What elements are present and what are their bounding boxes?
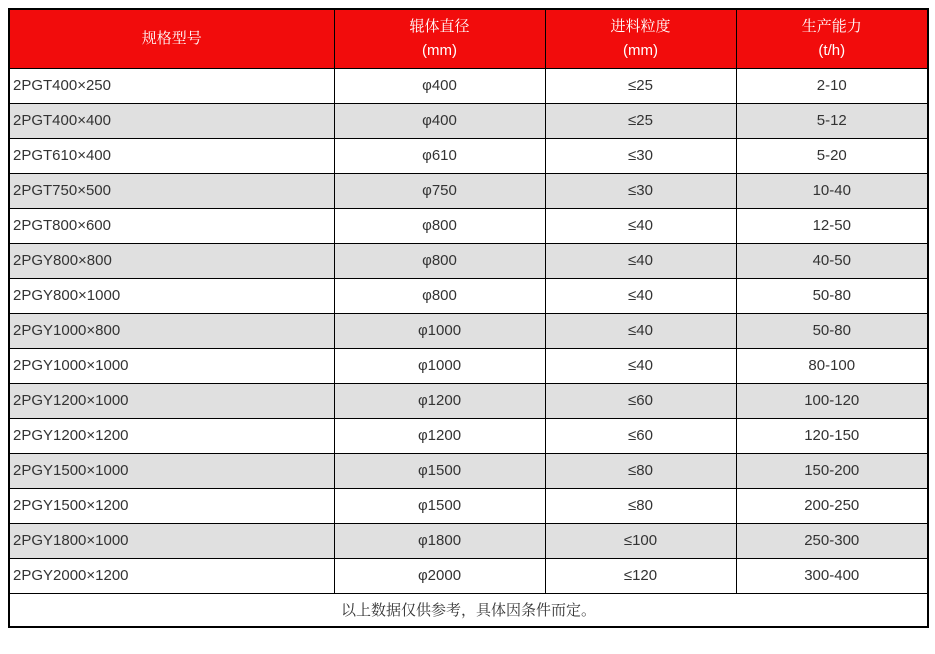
table-body [9,68,928,593]
cell-capacity: 50-80 [736,278,928,313]
cell-diameter: φ610 [334,138,545,173]
table-row [9,418,928,453]
cell-model: 2PGT750×500 [9,173,334,208]
table-row [9,558,928,593]
cell-capacity: 300-400 [736,558,928,593]
cell-model: 2PGY2000×1200 [9,558,334,593]
cell-feed: ≤30 [545,138,736,173]
table-row [9,278,928,313]
cell-capacity: 10-40 [736,173,928,208]
cell-feed: ≤30 [545,173,736,208]
cell-feed: ≤80 [545,453,736,488]
cell-feed: ≤100 [545,523,736,558]
cell-capacity: 80-100 [736,348,928,383]
cell-capacity: 50-80 [736,313,928,348]
header-cell-capacity [736,9,928,68]
cell-capacity: 2-10 [736,68,928,103]
cell-model: 2PGY1200×1200 [9,418,334,453]
table-row [9,208,928,243]
cell-model: 2PGY1500×1000 [9,453,334,488]
cell-feed: ≤40 [545,243,736,278]
footer-row [9,593,928,627]
header-model-label: 规格型号 [141,29,202,47]
cell-diameter: φ1800 [334,523,545,558]
cell-model: 2PGT400×250 [9,68,334,103]
cell-feed: ≤40 [545,313,736,348]
table-footer [9,593,928,627]
cell-model: 2PGY1200×1000 [9,383,334,418]
cell-diameter: φ800 [334,278,545,313]
cell-feed: ≤120 [545,558,736,593]
cell-diameter: φ750 [334,173,545,208]
header-cell-feed [545,9,736,68]
cell-capacity: 100-120 [736,383,928,418]
table-row [9,313,928,348]
cell-capacity: 200-250 [736,488,928,523]
table-row [9,523,928,558]
header-cell-diameter [334,9,545,68]
cell-feed: ≤40 [545,348,736,383]
header-feed-label: 进料粒度 [610,17,671,35]
cell-model: 2PGY1000×1000 [9,348,334,383]
cell-diameter: φ2000 [334,558,545,593]
cell-diameter: φ1200 [334,418,545,453]
cell-model: 2PGY800×800 [9,243,334,278]
cell-diameter: φ400 [334,103,545,138]
cell-model: 2PGY1000×800 [9,313,334,348]
cell-capacity: 12-50 [736,208,928,243]
cell-feed: ≤80 [545,488,736,523]
header-diameter-unit: (mm) [422,41,457,59]
cell-model: 2PGT610×400 [9,138,334,173]
cell-diameter: φ400 [334,68,545,103]
cell-diameter: φ800 [334,208,545,243]
table-row [9,138,928,173]
cell-model: 2PGT400×400 [9,103,334,138]
cell-diameter: φ1000 [334,348,545,383]
cell-capacity: 40-50 [736,243,928,278]
table-row [9,173,928,208]
cell-capacity: 120-150 [736,418,928,453]
header-diameter-label: 辊体直径 [409,17,470,35]
table-row [9,383,928,418]
cell-diameter: φ1500 [334,453,545,488]
table-row [9,348,928,383]
cell-diameter: φ1000 [334,313,545,348]
cell-feed: ≤60 [545,418,736,453]
cell-capacity: 5-12 [736,103,928,138]
cell-feed: ≤60 [545,383,736,418]
header-capacity-unit: (t/h) [818,41,846,59]
spec-table [8,8,929,628]
cell-feed: ≤25 [545,103,736,138]
cell-capacity: 150-200 [736,453,928,488]
cell-capacity: 5-20 [736,138,928,173]
header-cell-model [9,9,334,68]
cell-diameter: φ1200 [334,383,545,418]
cell-model: 2PGT800×600 [9,208,334,243]
table-row [9,68,928,103]
cell-feed: ≤25 [545,68,736,103]
spec-table-container [8,8,929,628]
table-row [9,243,928,278]
cell-model: 2PGY1500×1200 [9,488,334,523]
table-header [9,9,928,68]
table-row [9,103,928,138]
header-feed-unit: (mm) [623,41,658,59]
cell-capacity: 250-300 [736,523,928,558]
table-row [9,453,928,488]
cell-feed: ≤40 [545,208,736,243]
header-capacity-label: 生产能力 [801,17,862,35]
table-row [9,488,928,523]
cell-feed: ≤40 [545,278,736,313]
footer-note: 以上数据仅供参考，具体因条件而定。 [9,593,928,627]
cell-model: 2PGY1800×1000 [9,523,334,558]
header-row [9,9,928,68]
cell-diameter: φ800 [334,243,545,278]
cell-diameter: φ1500 [334,488,545,523]
cell-model: 2PGY800×1000 [9,278,334,313]
